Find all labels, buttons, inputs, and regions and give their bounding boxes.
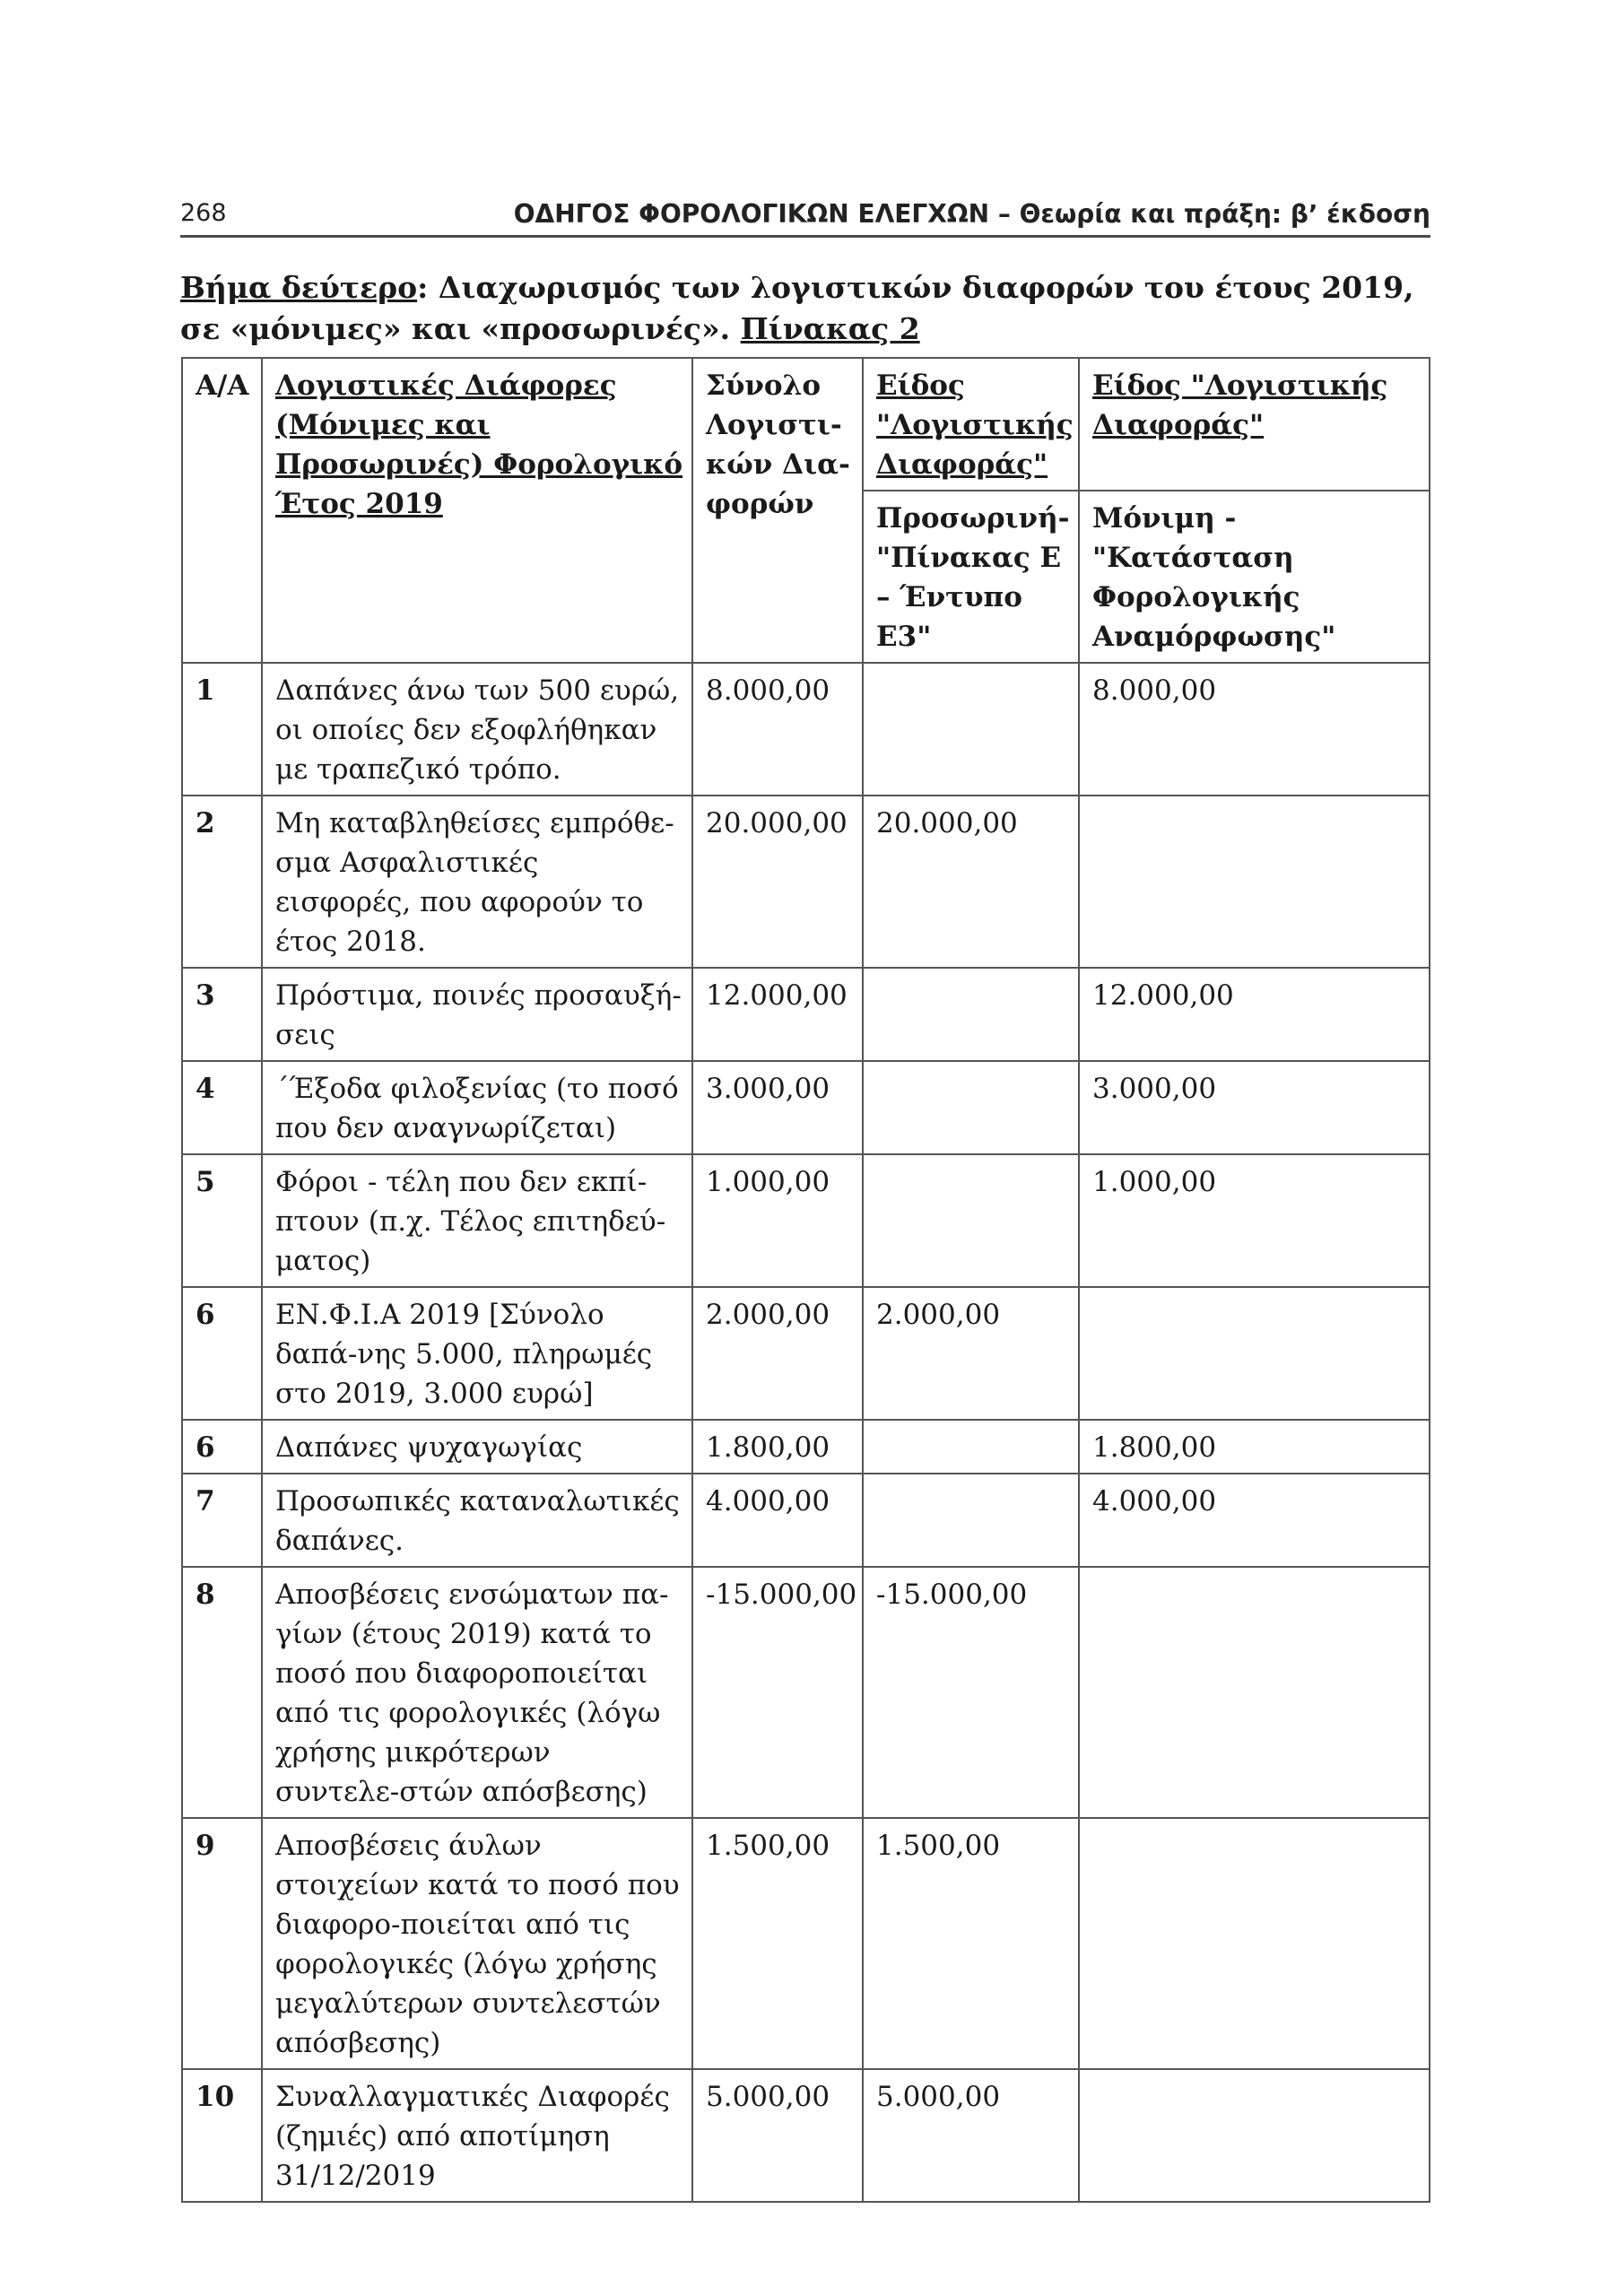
- cell-temporary: [863, 1154, 1079, 1287]
- cell-aa: 3: [182, 968, 262, 1061]
- cell-permanent: 1.000,00: [1079, 1154, 1430, 1287]
- cell-permanent: 1.800,00: [1079, 1420, 1430, 1474]
- cell-total: 2.000,00: [692, 1287, 863, 1420]
- cell-temporary: [863, 663, 1079, 796]
- running-header: [180, 190, 1430, 238]
- intro-text: : Διαχωρισμός των λογιστικών διαφορών του έτους 2019, σε «μόνιμες» και «προσωρινές».: [180, 270, 1414, 346]
- cell-description: Αποσβέσεις άυλων στοιχείων κατά το ποσό που διαφορο-ποιείται από τις φορολογικές (λόγω χρήσης μεγαλύτερων συντελεστών απόσβεσης): [262, 1818, 692, 2069]
- cell-aa: 7: [182, 1474, 262, 1567]
- step-label: Βήμα δεύτερο: [180, 270, 418, 305]
- cell-description: Φόροι - τέλη που δεν εκπί-πτουν (π.χ. Τέλος επιτηδεύ-ματος): [262, 1154, 692, 1287]
- cell-permanent: [1079, 2069, 1430, 2202]
- accounting-differences-table: [181, 357, 1430, 2203]
- table-row: [182, 796, 1430, 968]
- header-description: Λογιστικές Διάφορες (Μόνιμες και Προσωρινές) Φορολογικό Έτος 2019: [262, 358, 692, 663]
- cell-aa: 6: [182, 1287, 262, 1420]
- cell-temporary: [863, 968, 1079, 1061]
- cell-total: -15.000,00: [692, 1567, 863, 1818]
- cell-total: 8.000,00: [692, 663, 863, 796]
- table-row: [182, 1154, 1430, 1287]
- cell-aa: 10: [182, 2069, 262, 2202]
- cell-description: ΕΝ.Φ.Ι.Α 2019 [Σύνολο δαπά-νης 5.000, πληρωμές στο 2019, 3.000 ευρώ]: [262, 1287, 692, 1420]
- cell-permanent: 4.000,00: [1079, 1474, 1430, 1567]
- header-aa: Α/Α: [182, 358, 262, 663]
- cell-aa: 8: [182, 1567, 262, 1818]
- cell-description: Δαπάνες ψυχαγωγίας: [262, 1420, 692, 1474]
- cell-total: 1.000,00: [692, 1154, 863, 1287]
- cell-aa: 6: [182, 1420, 262, 1474]
- cell-permanent: [1079, 1567, 1430, 1818]
- cell-permanent: 8.000,00: [1079, 663, 1430, 796]
- cell-description: Πρόστιμα, ποινές προσαυξή-σεις: [262, 968, 692, 1061]
- table-row: [182, 1061, 1430, 1154]
- cell-permanent: 12.000,00: [1079, 968, 1430, 1061]
- header-total: Σύνολο Λογιστι-κών Δια-φορών: [692, 358, 863, 663]
- cell-permanent: [1079, 1287, 1430, 1420]
- table-reference: Πίνακας 2: [740, 311, 920, 346]
- cell-description: Συναλλαγματικές Διαφορές (ζημιές) από αποτίμηση 31/12/2019: [262, 2069, 692, 2202]
- cell-temporary: 1.500,00: [863, 1818, 1079, 2069]
- table-row: [182, 1474, 1430, 1567]
- cell-aa: 9: [182, 1818, 262, 2069]
- header-temporary: Προσωρινή- "Πίνακας Ε – Έντυπο Ε3": [863, 491, 1079, 663]
- page-number: 268: [180, 199, 227, 227]
- header-kind-temporary: Είδος "Λογιστικής Διαφοράς": [863, 358, 1079, 491]
- cell-total: 12.000,00: [692, 968, 863, 1061]
- table-row: [182, 968, 1430, 1061]
- cell-description: ΄Έξοδα φιλοξενίας (το ποσό που δεν αναγνωρίζεται): [262, 1061, 692, 1154]
- cell-description: Μη καταβληθείσες εμπρόθε-σμα Ασφαλιστικές εισφορές, που αφορούν το έτος 2018.: [262, 796, 692, 968]
- cell-aa: 1: [182, 663, 262, 796]
- cell-temporary: [863, 1420, 1079, 1474]
- header-row-1: [182, 358, 1430, 491]
- table-row: [182, 2069, 1430, 2202]
- cell-total: 20.000,00: [692, 796, 863, 968]
- table-row: [182, 1567, 1430, 1818]
- table-row: [182, 1287, 1430, 1420]
- table-row: [182, 1818, 1430, 2069]
- cell-description: Αποσβέσεις ενσώματων πα-γίων (έτους 2019) κατά το ποσό που διαφοροποιείται από τις φορολογικές (λόγω χρήσης μικρότερων συντελε-στών απόσβεσης): [262, 1567, 692, 1818]
- cell-description: Προσωπικές καταναλωτικές δαπάνες.: [262, 1474, 692, 1567]
- cell-temporary: -15.000,00: [863, 1567, 1079, 1818]
- cell-aa: 5: [182, 1154, 262, 1287]
- intro-paragraph: [180, 267, 1436, 350]
- cell-permanent: [1079, 1818, 1430, 2069]
- cell-permanent: 3.000,00: [1079, 1061, 1430, 1154]
- book-title: ΟΔΗΓΟΣ ΦΟΡΟΛΟΓΙΚΩΝ ΕΛΕΓΧΩΝ – Θεωρία και πράξη: β’ έκδοση: [513, 199, 1430, 229]
- header-permanent: Μόνιμη - "Κατάσταση Φορολογικής Αναμόρφωσης": [1079, 491, 1430, 663]
- cell-aa: 2: [182, 796, 262, 968]
- header-kind-permanent: Είδος "Λογιστικής Διαφοράς": [1079, 358, 1430, 491]
- table-row: [182, 663, 1430, 796]
- cell-total: 1.800,00: [692, 1420, 863, 1474]
- cell-permanent: [1079, 796, 1430, 968]
- cell-description: Δαπάνες άνω των 500 ευρώ, οι οποίες δεν εξοφλήθηκαν με τραπεζικό τρόπο.: [262, 663, 692, 796]
- cell-total: 3.000,00: [692, 1061, 863, 1154]
- cell-total: 4.000,00: [692, 1474, 863, 1567]
- table-row: [182, 1420, 1430, 1474]
- cell-temporary: 20.000,00: [863, 796, 1079, 968]
- cell-aa: 4: [182, 1061, 262, 1154]
- cell-temporary: 5.000,00: [863, 2069, 1079, 2202]
- cell-temporary: [863, 1474, 1079, 1567]
- cell-total: 5.000,00: [692, 2069, 863, 2202]
- cell-temporary: 2.000,00: [863, 1287, 1079, 1420]
- cell-temporary: [863, 1061, 1079, 1154]
- cell-total: 1.500,00: [692, 1818, 863, 2069]
